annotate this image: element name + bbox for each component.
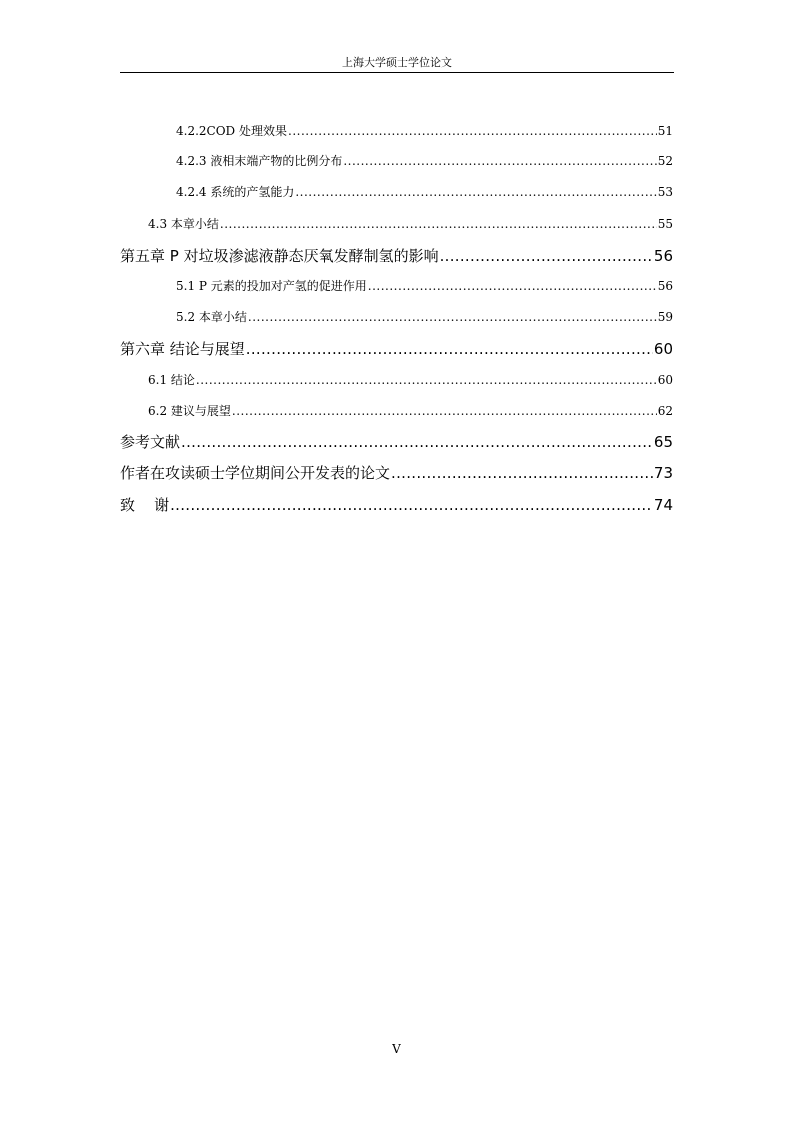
toc-entry-page: 62 <box>657 404 673 418</box>
toc-entry-page: 60 <box>657 373 673 387</box>
toc-leader-dots <box>220 217 657 231</box>
toc-leader-dots <box>391 464 653 482</box>
toc-entry-page: 53 <box>657 185 673 199</box>
toc-entry-title: 参考文献 <box>120 433 181 451</box>
toc-entry-title: 6.2 建议与展望 <box>148 404 231 418</box>
toc-entry-title: 5.1 P 元素的投加对产氢的促进作用 <box>176 279 367 293</box>
toc-entry-4-2-3[interactable] <box>176 152 673 169</box>
toc-entry-chapter-5[interactable] <box>120 245 673 266</box>
toc-entry-6-2[interactable] <box>148 402 673 419</box>
toc-leader-dots <box>181 433 653 451</box>
toc-entry-4-3[interactable] <box>148 215 673 232</box>
toc-entry-publications[interactable] <box>120 462 673 483</box>
page-number: V <box>392 1042 401 1056</box>
toc-entry-4-2-4[interactable] <box>176 183 673 200</box>
toc-entry-page: 73 <box>653 464 673 482</box>
toc-entry-title: 第六章 结论与展望 <box>120 340 245 358</box>
toc-entry-5-1[interactable] <box>176 277 673 294</box>
toc-leader-dots <box>288 124 657 138</box>
toc-entry-page: 56 <box>653 247 673 265</box>
toc-entry-page: 56 <box>657 279 673 293</box>
toc-entry-page: 52 <box>657 154 673 168</box>
toc-leader-dots <box>343 154 656 168</box>
toc-leader-dots <box>248 310 657 324</box>
toc-entry-page: 55 <box>657 217 673 231</box>
toc-entry-page: 51 <box>657 124 673 138</box>
toc-leader-dots <box>295 185 656 199</box>
toc-entry-6-1[interactable] <box>148 371 673 388</box>
toc-leader-dots <box>232 404 657 418</box>
toc-entry-page: 65 <box>653 433 673 451</box>
toc-leader-dots <box>170 496 653 514</box>
toc-entry-title: 第五章 P 对垃圾渗滤液静态厌氧发酵制氢的影响 <box>120 247 439 265</box>
toc-entry-title: 作者在攻读硕士学位期间公开发表的论文 <box>120 464 391 482</box>
toc-leader-dots <box>246 340 653 358</box>
toc-entry-5-2[interactable] <box>176 308 673 325</box>
toc-entry-title: 4.3 本章小结 <box>148 217 219 231</box>
running-header: 上海大学硕士学位论文 <box>342 56 452 69</box>
toc-leader-dots <box>368 279 657 293</box>
toc-entry-title: 6.1 结论 <box>148 373 195 387</box>
toc-entry-page: 59 <box>657 310 673 324</box>
toc-entry-title: 致 谢 <box>120 496 170 514</box>
toc-entry-page: 74 <box>653 496 673 514</box>
toc-entry-4-2-2[interactable] <box>176 122 673 139</box>
toc-entry-title: 5.2 本章小结 <box>176 310 247 324</box>
toc-leader-dots <box>196 373 657 387</box>
toc-entry-page: 60 <box>653 340 673 358</box>
toc-entry-title: 4.2.4 系统的产氢能力 <box>176 185 295 199</box>
header-rule <box>120 72 674 73</box>
toc-entry-acknowledgements[interactable] <box>120 494 673 515</box>
toc-entry-title: 4.2.3 液相末端产物的比例分布 <box>176 154 343 168</box>
toc-entry-references[interactable] <box>120 431 673 452</box>
toc-entry-title: 4.2.2COD 处理效果 <box>176 124 287 138</box>
toc-entry-chapter-6[interactable] <box>120 338 673 359</box>
toc-leader-dots <box>440 247 653 265</box>
